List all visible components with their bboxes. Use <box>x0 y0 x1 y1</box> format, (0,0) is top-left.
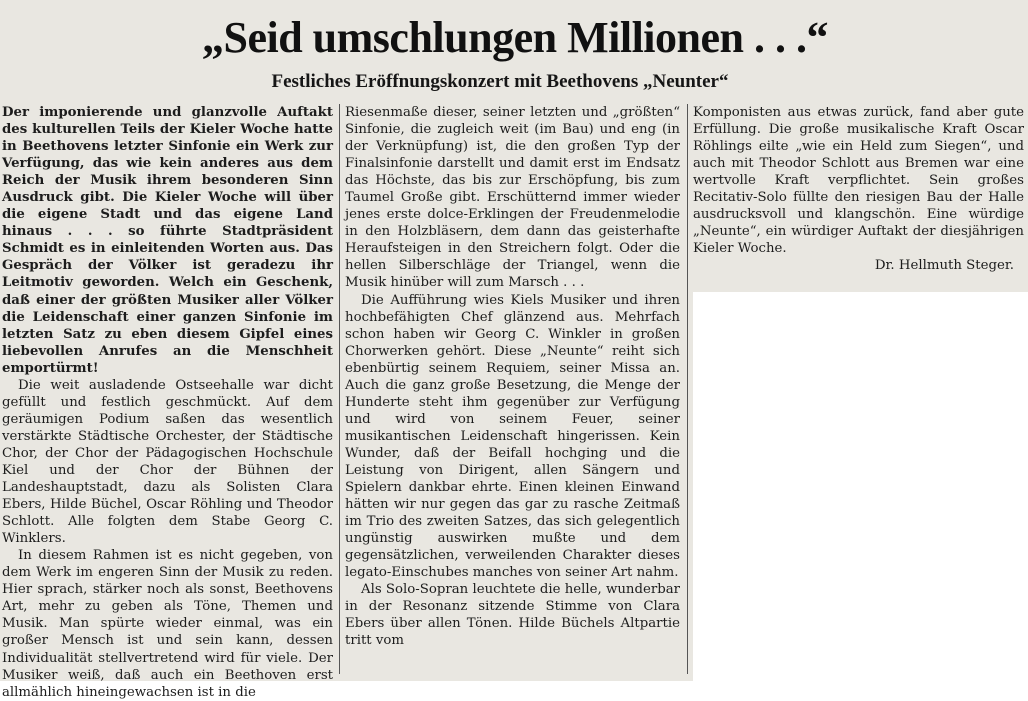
article-paragraph: Riesenmaße dieser, seiner letzten und „größten“ Sinfonie, die zugleich weit (im Bau) und eng (in der Verknüpfung) ist, die den großen Typ der Finalsinfonie darstellt und damit erst im Endsatz das Höchste, das bis zur Erschöpfung, bis zum Taumel Große gibt. Erschütternd immer wieder jenes erste dolce-Erklingen der Freudenmelodie in den Holzbläsern, dem dann das geisterhafte Heraufsteigen in den Streichern folgt. Oder die hellen Silberschläge der Triangel, wenn die Musik hinüber will zum Marsch . . . <box>345 105 680 291</box>
article-paragraph: Komponisten aus etwas zurück, fand aber gute Erfüllung. Die große musikalische Kraft Oscar Röhlings eilte „wie ein Held zum Siegen“, und auch mit Theodor Schlott aus Bremen war eine wertvolle Kraft verpflichtet. Sein großes Recitativ-Solo füllte den riesigen Bau der Halle ausdrucksvoll und klangschön. Eine würdige „Neunte“, ein würdiger Auftakt der diesjährigen Kieler Woche. <box>693 105 1024 257</box>
column-1 <box>2 104 333 701</box>
headline: „Seid umschlungen Millionen . . .“ <box>201 13 828 62</box>
article-paragraph: Die Aufführung wies Kiels Musiker und ihren hochbefähigten Chef glänzend aus. Mehrfach schon haben wir Georg C. Winkler in großen Chorwerken gehört. Diese „Neunte“ reiht sich ebenbürtig seinem Requiem, seiner Missa an. Auch die ganz große Besetzung, die Menge der Hunderte steht ihm gegenüber zur Verfügung und wird von seinem Feuer, seiner musikantischen Leidenschaft hingerissen. Kein Wunder, daß der Beifall hochging und die Leistung von Dirigent, allen Sängern und Spielern dankbar ehrte. Einen kleinen Einwand hätten wir nur gegen das gar zu rasche Zeitmaß im Trio des zweiten Satzes, das sich gelegentlich ungünstig auswirken mußte und dem gegensätzlichen, verweilenden Charakter dieses legato-Einschubes manches von seiner Art nahm. <box>345 292 680 581</box>
blank-paper-area <box>693 292 1028 681</box>
author-signature: Dr. Hellmuth Steger. <box>874 258 1014 274</box>
article-paragraph: Als Solo-Sopran leuchtete die helle, wunderbar in der Resonanz sitzende Stimme von Clara Ebers über allen Tönen. Hilde Büchels Altpartie tritt vom <box>345 582 680 649</box>
subheadline: Festliches Eröffnungskonzert mit Beethovens „Neunter“ <box>271 71 729 92</box>
lead-paragraph: Der imponierende und glanzvolle Auftakt des kulturellen Teils der Kieler Woche hatte in Beethovens letzter Sinfonie ein Werk zur Verfügung, das wie kein anderes aus dem Reich der Musik ihrem besonderen Sinn Ausdruck gibt. Die Kieler Woche will über die eigene Stadt und das eigene Land hinaus . . . so führte Stadtpräsident Schmidt es in einleitenden Worten aus. Das Gespräch der Völker ist geradezu ihr Leitmotiv geworden. Welch ein Geschenk, daß einer der größten Musiker aller Völker die Leidenschaft einer ganzen Sinfonie im letzten Satz zu eben diesem Gipfel eines liebevollen Anrufes an die Menschheit emportürmt! <box>2 105 333 376</box>
column-3 <box>693 104 1024 274</box>
column-rule <box>687 104 688 674</box>
article-paragraph: In diesem Rahmen ist es nicht gegeben, von dem Werk im engeren Sinn der Musik zu reden. Hier sprach, stärker noch als sonst, Beethovens Art, mehr zu geben als Töne, Themen und Musik. Man spürte wieder einmal, was ein großer Mensch ist und sein kann, dessen Individualität stellvertretend wird für viele. Der Musiker weiß, daß auch ein Beethoven erst allmählich hineingewachsen ist in die <box>2 548 333 700</box>
column-2 <box>345 104 680 650</box>
article-paragraph: Die weit ausladende Ostseehalle war dicht gefüllt und festlich geschmückt. Auf dem geräumigen Podium saßen das wesentlich verstärkte Städtische Orchester, der Städtische Chor, der Chor der Pädagogischen Hochschule Kiel und der Chor der Bühnen der Landeshauptstadt, dazu als Solisten Clara Ebers, Hilde Büchel, Oscar Röhling und Theodor Schlott. Alle folgten dem Stabe Georg C. Winklers. <box>2 377 333 547</box>
column-rule <box>339 104 340 674</box>
